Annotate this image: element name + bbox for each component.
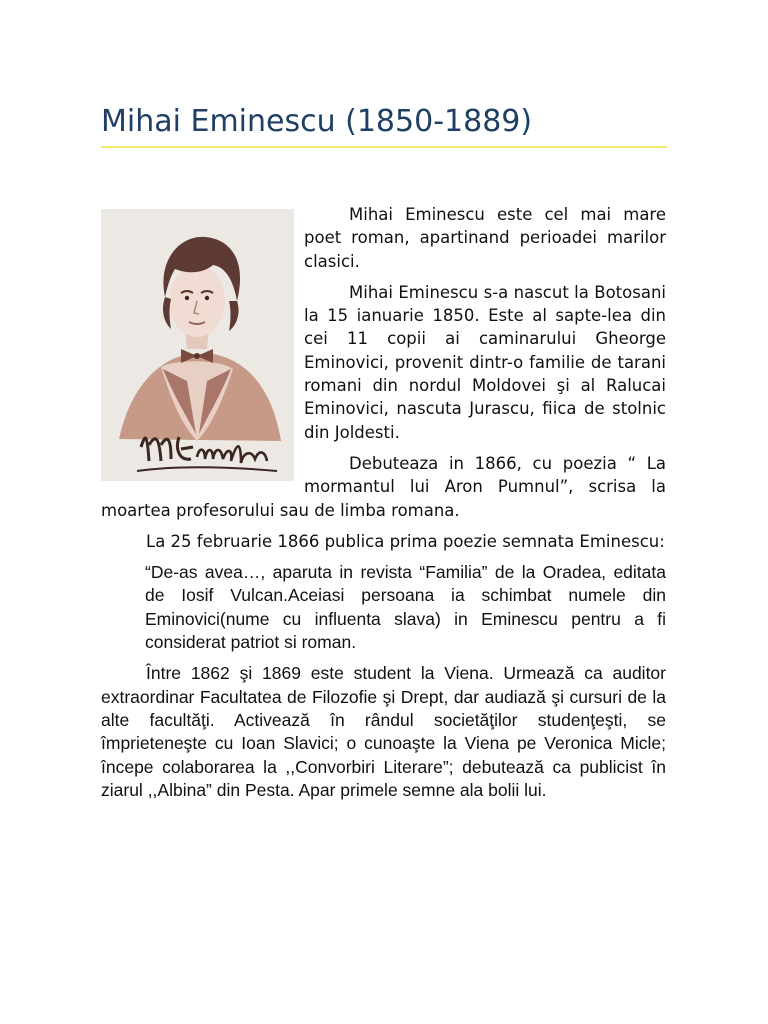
paragraph-first-poem: La 25 februarie 1866 publica prima poezie semnata Eminescu:	[146, 531, 665, 551]
portrait-image	[101, 209, 294, 481]
portrait-icon	[101, 209, 294, 481]
paragraph-debut: Debuteaza in 1866, cu poezia “ La mormantul lui Aron Pumnul”, scrisa la moartea profesorului sau de limba romana.	[101, 453, 666, 520]
document-body	[101, 203, 666, 810]
paragraph-vienna: Între 1862 şi 1869 este student la Viena. Urmează ca auditor extraordinar Facultatea de Filozofie şi Drept, dar audiază şi cursuri de la alte facultăţi. Activează în rândul societăţilor studenţeşti, se împrieteneşte cu Ioan Slavici; o cunoaşte la Viena pe Veronica Micle; începe colaborarea la ,,Convorbiri Literare”; debutează ca publicist în ziarul ,,Albina” din Pesta. Apar primele semne ala bolii lui.	[101, 663, 666, 800]
page-title: Mihai Eminescu (1850-1889)	[101, 104, 533, 139]
paragraph-intro: Mihai Eminescu este cel mai mare poet roman, apartinand perioadei marilor clasici.	[304, 205, 666, 271]
paragraph-birth: Mihai Eminescu s-a nascut la Botosani la 15 ianuarie 1850. Este al sapte-lea din cei 11 copii ai caminarului Gheorge Eminovici, provenit dintr-o familie de tarani romani din nordul Moldovei şi al Ralucai Eminovici, nascuta Jurascu, fiica de stolnic din Joldesti.	[304, 282, 666, 442]
paragraph-quote: “De-as avea…, aparuta in revista “Familia” de la Oradea, editata de Iosif Vulcan.Aceiasi persoana ia schimbat numele din Eminovici(nume cu influenta slava) in Eminescu pentru a fi considerat patriot si roman.	[145, 562, 666, 653]
title-underline	[101, 146, 667, 148]
